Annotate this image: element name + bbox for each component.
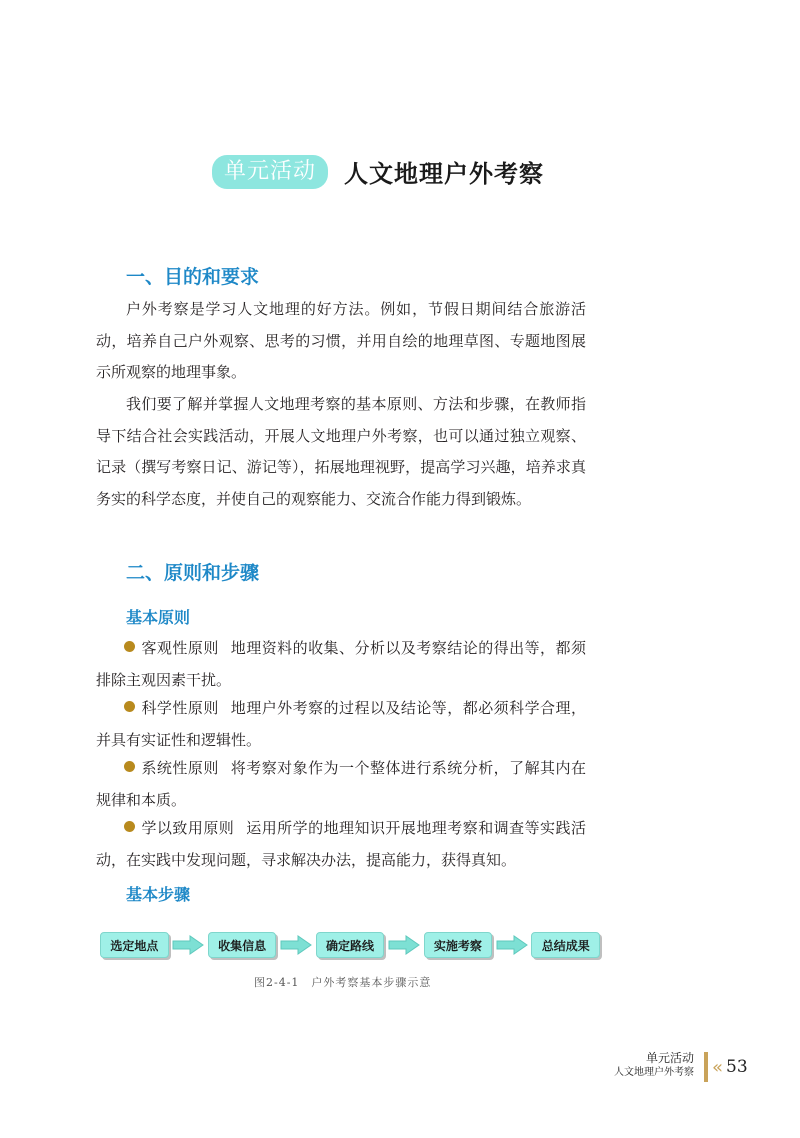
step-box: 总结成果 <box>531 932 600 958</box>
section1-heading: 一、目的和要求 <box>126 266 260 288</box>
footer-topic-label: 人文地理户外考察 <box>614 1067 694 1078</box>
arrow-right-icon <box>492 933 531 957</box>
double-chevron-left-icon: « <box>712 1057 724 1078</box>
principle-text: 地理资料的收集、分析以及考察结论的得出等，都须排除主观因素干扰。 <box>96 639 586 689</box>
footer-unit-label: 单元活动 <box>645 1051 694 1065</box>
steps-heading: 基本步骤 <box>126 885 191 904</box>
title-row <box>212 154 544 189</box>
section1-paragraph-2: 我们要了解并掌握人文地理考察的基本原则、方法和步骤，在教师指导下结合社会实践活动，开展人文地理户外考察，也可以通过独立观察、记录（撰写考察日记、游记等），拓展地理视野，提高学习兴趣，培养求真务实的科学态度，并使自己的观察能力、交流合作能力得到锻炼。 <box>96 395 586 508</box>
figure-caption: 图2-4-1 户外考察基本步骤示意 <box>254 976 432 989</box>
page-title: 人文地理户外考察 <box>344 160 545 188</box>
arrow-right-icon <box>384 933 423 957</box>
arrow-right-icon <box>276 933 315 957</box>
page-marker-bar <box>704 1052 708 1082</box>
principle-text: 运用所学的地理知识开展地理考察和调查等实践活动，在实践中发现问题，寻求解决办法，提高能力，获得真知。 <box>96 819 586 869</box>
principle-text: 将考察对象作为一个整体进行系统分析，了解其内在规律和本质。 <box>96 759 586 809</box>
bullet-dot-icon <box>124 821 135 832</box>
unit-activity-badge: 单元活动 <box>212 155 328 189</box>
steps-flowchart <box>100 930 600 960</box>
bullet-dot-icon <box>124 701 135 712</box>
running-footer <box>614 1050 694 1080</box>
principle-term: 系统性原则 <box>141 759 219 777</box>
principle-item <box>96 812 586 876</box>
bullet-dot-icon <box>124 761 135 772</box>
principle-term: 学以致用原则 <box>141 819 235 837</box>
principle-text: 地理户外考察的过程以及结论等，都必须科学合理，并具有实证性和逻辑性。 <box>96 699 586 749</box>
step-box: 收集信息 <box>208 932 277 958</box>
principle-item <box>96 692 586 756</box>
step-box: 确定路线 <box>316 932 385 958</box>
step-box: 实施考察 <box>424 932 493 958</box>
arrow-right-icon <box>169 933 208 957</box>
principle-term: 科学性原则 <box>141 699 219 717</box>
step-box: 选定地点 <box>100 932 169 958</box>
principle-item <box>96 632 586 696</box>
section1-paragraph-1: 户外考察是学习人文地理的好方法。例如，节假日期间结合旅游活动，培养自己户外观察、思考的习惯，并用自绘的地理草图、专题地图展示所观察的地理事象。 <box>96 300 586 381</box>
page-number: 53 <box>726 1057 748 1077</box>
principles-heading: 基本原则 <box>126 608 191 627</box>
section2-heading: 二、原则和步骤 <box>126 562 260 584</box>
principle-term: 客观性原则 <box>141 639 219 657</box>
bullet-dot-icon <box>124 641 135 652</box>
principle-item <box>96 752 586 816</box>
